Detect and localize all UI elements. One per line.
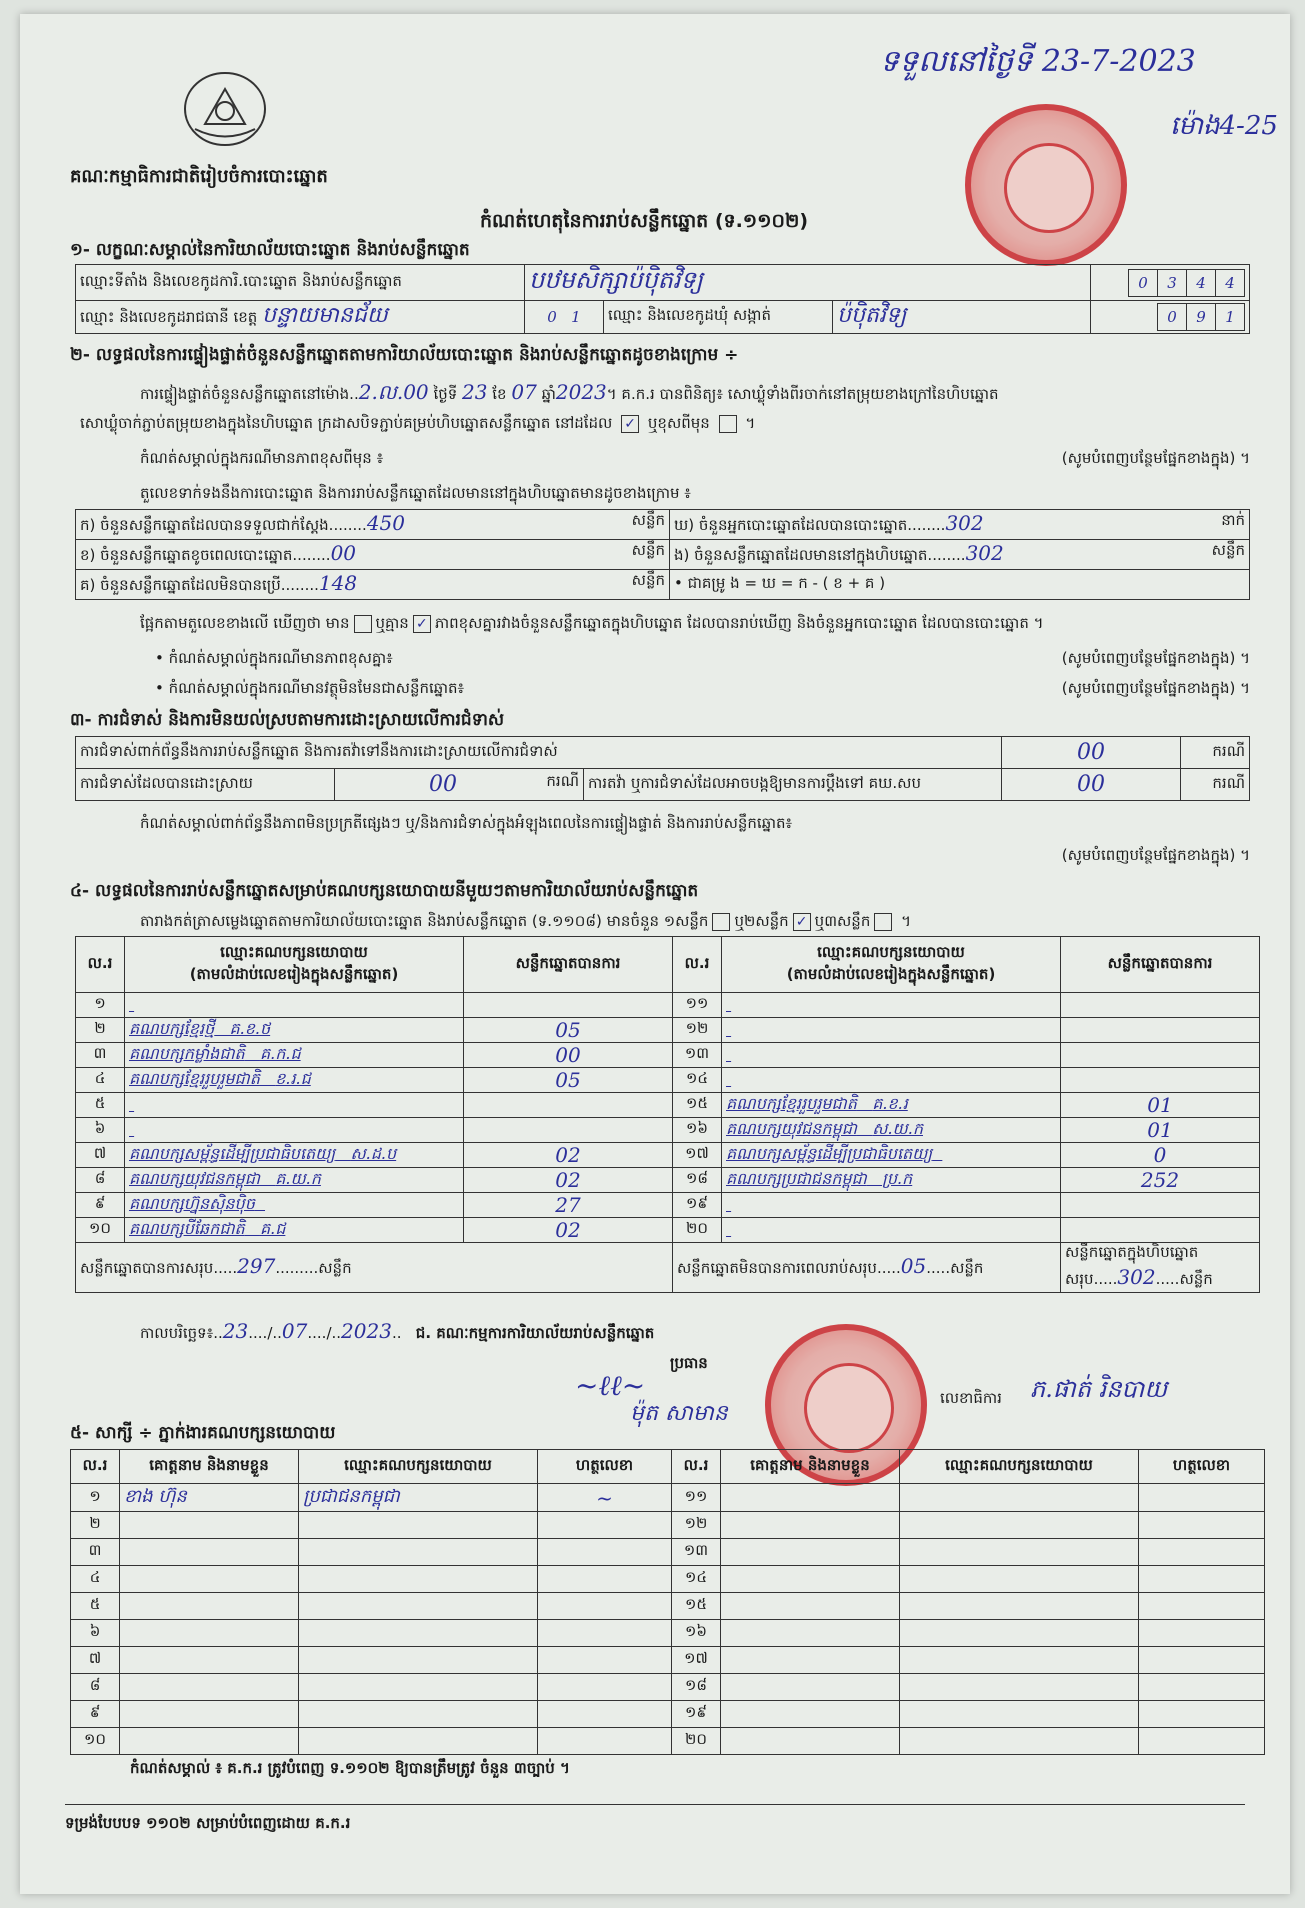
result-party	[722, 1042, 1061, 1067]
s3-row2-value: 00 ករណី	[335, 769, 584, 801]
witness-no: ៩	[71, 1701, 120, 1728]
result-no: ១៩	[673, 1192, 722, 1217]
witness-name	[120, 1674, 299, 1701]
section1-table	[75, 264, 1250, 334]
result-votes: 252	[1061, 1167, 1260, 1192]
result-votes: 05	[464, 1017, 673, 1042]
s2-bullet2: • កំណត់សម្គាល់ក្នុងករណីមានវត្ថុមិនមែនជាសន្លឹកឆ្នោត៖ (សូមបំពេញបន្ថែមផ្នែកខាងក្នុង) ។	[155, 679, 1250, 697]
result-no: ១៣	[673, 1042, 722, 1067]
commune-value: ប៉ប៉ិតវិទ្យ	[833, 301, 1091, 334]
result-party	[722, 1017, 1061, 1042]
witness-row	[71, 1647, 1265, 1674]
s2-note-line: កំណត់សម្គាល់ក្នុងករណីមានភាពខុសពីមុន ៖ (សូមបំពេញបន្ថែមផ្នែកខាងក្នុង) ។	[140, 449, 1250, 467]
s4-date: កាលបរិច្ឆេទ៖..23..../..07..../..2023.. ជ. គណៈកម្មការការិយាល័យរាប់សន្លឹកឆ្នោត	[140, 1319, 655, 1343]
result-votes	[1061, 1042, 1260, 1067]
s2-line2: សោឃ្លុំចាក់ភ្ជាប់តម្រុយខាងក្នុងនៃហិបឆ្នោត ក្រដាសបិទភ្ជាប់គម្រប់ហិបឆ្នោតសន្លឹកឆ្នោត នៅដដែល ✓ ឬខុសពីមុន ។	[80, 414, 756, 432]
result-votes	[1061, 1192, 1260, 1217]
s3-row1-label: ការជំទាស់ពាក់ព័ន្ធនឹងការរាប់សន្លឹកឆ្នោត និងការតវ៉ាទៅនឹងការដោះស្រាយលើការជំទាស់	[76, 737, 1002, 769]
s3-note: កំណត់សម្គាល់ពាក់ព័ន្ធនឹងភាពមិនប្រក្រតីផ្សេងៗ ឬ/និងការជំទាស់ក្នុងអំឡុងពេលនៃការផ្ទៀងផ្ទាត់ និងការរាប់សន្លឹកឆ្នោត៖	[140, 814, 793, 832]
place-value: បឋមសិក្សាប៉ប៉ិតវិទ្យ	[525, 265, 1091, 301]
result-row	[76, 1117, 1260, 1142]
s3-row2b-label: ការតវ៉ា ឬការជំទាស់ដែលអាចបង្កឱ្យមានការប្ដឹងទៅ គឃ.សប	[584, 769, 1002, 801]
witness-party	[299, 1647, 538, 1674]
witness-row	[71, 1674, 1265, 1701]
total-invalid: សន្លឹកឆ្នោតមិនបានការពេលរាប់សរុប.....05.....សន្លឹក	[673, 1242, 1061, 1292]
witness-no: ១៨	[672, 1674, 721, 1701]
witness-name	[721, 1647, 900, 1674]
same-checkbox[interactable]: ✓	[621, 415, 639, 433]
witness-row	[71, 1728, 1265, 1755]
section2-title: ២- លទ្ធផលនៃការផ្ទៀងផ្ទាត់ចំនួនសន្លឹកឆ្នោតតាមការិយាល័យបោះឆ្នោត និងរាប់សន្លឹកឆ្នោតដូចខាងក្រោម ÷	[70, 345, 739, 365]
witness-party	[900, 1566, 1139, 1593]
result-votes	[1061, 1067, 1260, 1092]
witness-name	[120, 1728, 299, 1755]
witness-party	[900, 1701, 1139, 1728]
witness-signature	[1139, 1647, 1265, 1674]
witness-name	[721, 1484, 900, 1512]
result-no: ១៧	[673, 1142, 722, 1167]
witness-row	[71, 1539, 1265, 1566]
witness-party	[900, 1647, 1139, 1674]
result-votes	[464, 993, 673, 1018]
result-votes	[464, 1092, 673, 1117]
witness-party	[299, 1539, 538, 1566]
witness-signature	[538, 1566, 672, 1593]
result-no: ២០	[673, 1217, 722, 1242]
witness-name	[120, 1593, 299, 1620]
three-sheet-checkbox[interactable]	[874, 913, 892, 931]
witness-party	[900, 1484, 1139, 1512]
witness-row	[71, 1484, 1265, 1512]
result-party: គណបក្សសម្ព័ន្ធដើម្បីប្រជាធិបតេយ្យ	[722, 1142, 1061, 1167]
result-no: ៩	[76, 1192, 125, 1217]
s2-line1: ការផ្ទៀងផ្ទាត់ចំនួនសន្លឹកឆ្នោតនៅម៉ោង..2.ល.00 ថ្ងៃទី 23 ខែ 07 ឆ្នាំ2023។ គ.ក.រ បានពិនិត្យ៖ សោឃ្លុំទាំងពីរចាក់នៅតម្រុយខាងក្រៅនៃហិបឆ្នោត	[140, 380, 999, 404]
figures-row: ខ) ចំនួនសន្លឹកឆ្នោតខូចពេលបោះឆ្នោត........00 សន្លឹក ង) ចំនួនសន្លឹកឆ្នោតដែលមាននៅក្នុងហិបឆ្នោត........302 សន្លឹក	[76, 540, 1250, 570]
section5-title: ៥- សាក្សី ÷ ភ្នាក់ងារគណបក្សនយោបាយ	[70, 1423, 336, 1443]
witness-signature	[538, 1674, 672, 1701]
witness-no: ៨	[71, 1674, 120, 1701]
s4-results-table: ល.រ ឈ្មោះគណបក្សនយោបាយ (តាមលំដាប់លេខរៀងក្នុងសន្លឹកឆ្នោត) សន្លឹកឆ្នោតបានការ ល.រ ឈ្មោះគណបក្សនយោបាយ (តាមលំដាប់លេខរៀងក្នុងសន្លឹកឆ្នោត) សន្លឹកឆ្នោតបានការ ១ ១១ ២ គណបក្សខ្មែរថ្មី គ.ខ.ថ 05 ១២ ៣ គណបក្សកម្លាំងជាតិ គ.ក.ជ 00 ១៣ ៤ គណបក្សខ្មែររួបរួមជាតិ ខ.រ.ជ 05 ១៤ ៥ ១៥ គណបក្សខ្មែររួបរួមជាតិ គ.ខ.រ 01 ៦ ១៦ គណបក្សយុវជនកម្ពុជា ស.យ.ក 01 ៧ គណបក្សសម្ព័ន្ធដើម្បីប្រជាធិបតេយ្យ ស.ដ.ប 02 ១៧ គណបក្សសម្ព័ន្ធដើម្បីប្រជាធិបតេយ្យ 0 ៨ គណបក្សយុវជនកម្ពុជា គ.យ.ក 02 ១៨ គណបក្សប្រជាជនកម្ពុជា ប្រ.ក 252 ៩ គណបក្សហ្វ៊ុនស៊ិនប៉ិច 27 ១៩ ១០ គណបក្សបីឆែកជាតិ គ.ជ 02 ២០ សន្លឹកឆ្នោតបានការសរុប.....297.........សន្លឹក សន្លឹកឆ្នោតមិនបានការពេលរាប់សរុប.....05.....សន្លឹក សន្លឹកឆ្នោតក្នុងហិបឆ្នោតសរុប.....302.....សន្លឹក	[75, 936, 1260, 1293]
witness-signature	[1139, 1566, 1265, 1593]
result-votes	[1061, 993, 1260, 1018]
no-diff-checkbox[interactable]: ✓	[413, 615, 431, 633]
result-no: ១	[76, 993, 125, 1018]
s3-table: ការជំទាស់ពាក់ព័ន្ធនឹងការរាប់សន្លឹកឆ្នោត និងការតវ៉ាទៅនឹងការដោះស្រាយលើការជំទាស់ 00 ករណី ការជំទាស់ដែលបានដោះស្រាយ 00 ករណី ការតវ៉ា ឬការជំទាស់ដែលអាចបង្កឱ្យមានការប្ដឹងទៅ គឃ.សប 00 ករណី	[75, 736, 1250, 801]
witness-no: ២	[71, 1512, 120, 1539]
secretary-name: ភ.ផាត់ រិនបាយ	[1030, 1375, 1168, 1403]
has-diff-checkbox[interactable]	[354, 615, 372, 633]
witness-party	[299, 1512, 538, 1539]
witness-name	[120, 1539, 299, 1566]
result-no: ៥	[76, 1092, 125, 1117]
emblem-icon	[180, 69, 270, 149]
witness-signature	[1139, 1620, 1265, 1647]
received-note: ទទួលនៅថ្ងៃទី 23-7-2023	[880, 44, 1196, 79]
result-party: គណបក្សខ្មែររួបរួមជាតិ គ.ខ.រ	[722, 1092, 1061, 1117]
result-votes: 02	[464, 1167, 673, 1192]
result-party: គណបក្សខ្មែរថ្មី គ.ខ.ថ	[125, 1017, 464, 1042]
s3-row2b-value: 00	[1002, 769, 1181, 801]
witness-no: ១៧	[672, 1647, 721, 1674]
result-party	[125, 993, 464, 1018]
witness-name	[721, 1728, 900, 1755]
place-label: ឈ្មោះទីតាំង និងលេខកូដការិ.បោះឆ្នោត និងរាប់សន្លឹកឆ្នោត	[76, 265, 525, 301]
witness-party	[900, 1620, 1139, 1647]
result-party: គណបក្សកម្លាំងជាតិ គ.ក.ជ	[125, 1042, 464, 1067]
form-title: កំណត់ហេតុនៃការរាប់សន្លឹកឆ្នោត (ទ.១១០២)	[480, 210, 809, 232]
result-party: គណបក្សយុវជនកម្ពុជា គ.យ.ក	[125, 1167, 464, 1192]
witness-name	[721, 1566, 900, 1593]
witness-name	[721, 1620, 900, 1647]
witness-name	[721, 1593, 900, 1620]
result-party: គណបក្សយុវជនកម្ពុជា ស.យ.ក	[722, 1117, 1061, 1142]
result-no: ១៦	[673, 1117, 722, 1142]
result-votes: 02	[464, 1217, 673, 1242]
witness-no: ៦	[71, 1620, 120, 1647]
result-votes	[464, 1117, 673, 1142]
witness-party	[299, 1728, 538, 1755]
result-votes	[1061, 1017, 1260, 1042]
witness-name	[721, 1701, 900, 1728]
result-party: គណបក្សហ្វ៊ុនស៊ិនប៉ិច	[125, 1192, 464, 1217]
result-votes: 05	[464, 1067, 673, 1092]
result-row	[76, 993, 1260, 1018]
witness-no: ១២	[672, 1512, 721, 1539]
section4-title: ៤- លទ្ធផលនៃការរាប់សន្លឹកឆ្នោតសម្រាប់គណបក្សនយោបាយនីមួយៗតាមការិយាល័យរាប់សន្លឹកឆ្នោត	[70, 881, 699, 901]
witness-signature	[1139, 1728, 1265, 1755]
witness-no: ១៤	[672, 1566, 721, 1593]
witness-name	[120, 1566, 299, 1593]
witness-row	[71, 1593, 1265, 1620]
witness-party	[299, 1674, 538, 1701]
witness-signature	[538, 1593, 672, 1620]
section1-title: ១- លក្ខណៈសម្គាល់នៃការិយាល័យបោះឆ្នោត និងរាប់សន្លឹកឆ្នោត	[70, 240, 470, 260]
witness-signature	[538, 1512, 672, 1539]
result-row	[76, 1142, 1260, 1167]
result-party	[125, 1092, 464, 1117]
witness-row	[71, 1512, 1265, 1539]
result-row	[76, 1217, 1260, 1242]
witness-signature	[1139, 1701, 1265, 1728]
witness-name	[721, 1512, 900, 1539]
witness-no: ១	[71, 1484, 120, 1512]
result-no: ៨	[76, 1167, 125, 1192]
witness-signature	[538, 1620, 672, 1647]
witness-signature	[1139, 1593, 1265, 1620]
witness-no: ១០	[71, 1728, 120, 1755]
witness-no: ១៥	[672, 1593, 721, 1620]
result-party: គណបក្សសម្ព័ន្ធដើម្បីប្រជាធិបតេយ្យ ស.ដ.ប	[125, 1142, 464, 1167]
received-time: ម៉ោង4-25	[1170, 111, 1278, 141]
result-row	[76, 1167, 1260, 1192]
witness-no: ១៦	[672, 1620, 721, 1647]
witness-signature	[1139, 1484, 1265, 1512]
witness-party	[299, 1593, 538, 1620]
result-party: គណបក្សខ្មែររួបរួមជាតិ ខ.រ.ជ	[125, 1067, 464, 1092]
one-sheet-checkbox[interactable]	[712, 913, 730, 931]
footer-divider	[65, 1804, 1245, 1805]
result-no: ៤	[76, 1067, 125, 1092]
total-box: សន្លឹកឆ្នោតក្នុងហិបឆ្នោតសរុប.....302.....សន្លឹក	[1061, 1242, 1260, 1292]
president-signature: ~ℓℓ~	[575, 1369, 646, 1402]
result-no: ១០	[76, 1217, 125, 1242]
witness-signature	[1139, 1512, 1265, 1539]
witness-party	[900, 1674, 1139, 1701]
president-label: ប្រធាន	[670, 1354, 708, 1372]
result-votes: 27	[464, 1192, 673, 1217]
result-no: ១៥	[673, 1092, 722, 1117]
result-row	[76, 1042, 1260, 1067]
witness-no: ៧	[71, 1647, 120, 1674]
s2-compare-line: ផ្អែកតាមតួលេខខាងលើ ឃើញថា មាន ឬគ្មាន ✓ ភាពខុសគ្នារវាងចំនួនសន្លឹកឆ្នោតក្នុងហិបឆ្នោត ដែលបានរាប់ឃើញ និងចំនួនអ្នកបោះឆ្នោត ដែលបានបោះឆ្នោត ។	[140, 614, 1044, 632]
result-votes: 02	[464, 1142, 673, 1167]
s5-footnote: កំណត់សម្គាល់ ៖ គ.ក.រ ត្រូវបំពេញ ទ.១១០២ ឱ្យបានត្រឹមត្រូវ ចំនួន ៣ច្បាប់ ។	[130, 1759, 570, 1777]
section3-title: ៣- ការជំទាស់ និងការមិនយល់ស្របតាមការដោះស្រាយលើការជំទាស់	[70, 710, 505, 730]
commune-label: ឈ្មោះ និងលេខកូដឃុំ សង្កាត់	[604, 301, 833, 334]
result-row	[76, 1092, 1260, 1117]
commune-code: 0 9 1	[1091, 301, 1250, 334]
different-checkbox[interactable]	[719, 415, 737, 433]
witness-name	[120, 1620, 299, 1647]
witness-name	[120, 1701, 299, 1728]
witness-row	[71, 1701, 1265, 1728]
witness-name	[721, 1674, 900, 1701]
document-page: គណៈកម្មាធិការជាតិរៀបចំការបោះឆ្នោត ទទួលនៅថ្ងៃទី 23-7-2023 ម៉ោង4-25 កំណត់ហេតុនៃការរាប់សន្លឹកឆ្នោត (ទ.១១០២) ១- លក្ខណៈសម្គាល់នៃការិយាល័យបោះឆ្នោត និងរាប់សន្លឹកឆ្នោត ឈ្មោះទីតាំង និងលេខកូដការិ.បោះឆ្នោត និងរាប់សន្លឹកឆ្នោត បឋមសិក្សាប៉ប៉ិតវិទ្យ 0 3 4 4 ឈ្មោះ និងលេខកូដរាជធានី ខេត្ត បន្ទាយមានជ័យ 0 1 ឈ្មោះ និងលេខកូដឃុំ សង្កាត់ ប៉ប៉ិតវិទ្យ 0 9 1 ២- លទ្ធផលនៃការផ្ទៀងផ្ទាត់ចំនួនសន្លឹកឆ្នោតតាមការិយាល័យបោះឆ្នោត និងរាប់សន្លឹកឆ្នោតដូចខាងក្រោម ÷ ការផ្ទៀងផ្ទាត់ចំនួនសន្លឹកឆ្នោតនៅម៉ោង..2.ល.00 ថ្ងៃទី 23 ខែ 07 ឆ្នាំ2023។ គ.ក.រ បានពិនិត្យ៖ សោឃ្លុំទាំងពីរចាក់នៅតម្រុយខាងក្រៅនៃហិបឆ្នោត សោឃ្លុំចាក់ភ្ជាប់តម្រុយខាងក្នុងនៃហិបឆ្នោត ក្រដាសបិទភ្ជាប់គម្រប់ហិបឆ្នោតសន្លឹកឆ្នោត នៅដដែល ✓ ឬខុសពីមុន ។ កំណត់សម្គាល់ក្នុងករណីមានភាពខុសពីមុន ៖ (សូមបំពេញបន្ថែមផ្នែកខាងក្នុង) ។ តួលេខទាក់ទងនឹងការបោះឆ្នោត និងការរាប់សន្លឹកឆ្នោតដែលមាននៅក្នុងហិបឆ្នោតមានដូចខាងក្រោម ៖ ក) ចំនួនសន្លឹកឆ្នោតដែលបានទទួលជាក់ស្ដែង........450 សន្លឹក ឃ) ចំនួនអ្នកបោះឆ្នោតដែលបានបោះឆ្នោត........302 នាក់ ខ) ចំនួនសន្លឹកឆ្នោតខូចពេលបោះឆ្នោត........00 សន្លឹក ង) ចំនួនសន្លឹកឆ្នោតដែលមាននៅក្នុងហិបឆ្នោត........302 សន្លឹក គ) ចំនួនសន្លឹកឆ្នោតដែលមិនបានប្រើ........148 សន្លឹក • ជាគម្រូ ង = ឃ = ក - ( ខ + គ ) ផ្អែកតាមតួលេខខាងលើ ឃើញថា មាន ឬគ្មាន ✓ ភាពខុសគ្នារវាងចំនួនសន្លឹកឆ្នោតក្នុងហិបឆ្នោត ដែលបានរាប់ឃើញ និងចំនួនអ្នកបោះឆ្នោត ដែលបានបោះឆ្នោត ។ • កំណត់សម្គាល់ក្នុងករណីមានភាពខុសគ្នា៖ (សូមបំពេញបន្ថែមផ្នែកខាងក្នុង) ។ • កំណត់សម្គាល់ក្នុងករណីមានវត្ថុមិនមែនជាសន្លឹកឆ្នោត៖ (សូមបំពេញបន្ថែមផ្នែកខាងក្នុង) ។ ៣- ការជំទាស់ និងការមិនយល់ស្របតាមការដោះស្រាយលើការជំទាស់ ការជំទាស់ពាក់ព័ន្ធនឹងការរាប់សន្លឹកឆ្នោត និងការតវ៉ាទៅនឹងការដោះស្រាយលើការជំទាស់ 00 ករណី ការជំទាស់ដែលបានដោះស្រាយ 00 ករណី ការតវ៉ា ឬការជំទាស់ដែលអាចបង្កឱ្យមានការប្ដឹងទៅ គឃ.សប 00 ករណី កំណត់សម្គាល់ពាក់ព័ន្ធនឹងភាពមិនប្រក្រតីផ្សេងៗ ឬ/និងការជំទាស់ក្នុងអំឡុងពេលនៃការផ្ទៀងផ្ទាត់ និងការរាប់សន្លឹកឆ្នោត៖ (សូមបំពេញបន្ថែមផ្នែកខាងក្នុង) ។ ៤- លទ្ធផលនៃការរាប់សន្លឹកឆ្នោតសម្រាប់គណបក្សនយោបាយនីមួយៗតាមការិយាល័យរាប់សន្លឹកឆ្នោត តារាងកត់ត្រាសម្លេងឆ្នោតតាមការិយាល័យបោះឆ្នោត និងរាប់សន្លឹកឆ្នោត (ទ.១១០៨) មានចំនួន ១សន្លឹក ឬ២សន្លឹក ✓ ឬ៣សន្លឹក ។ ល.រ ឈ្មោះគណបក្សនយោបាយ (តាមលំដាប់លេខរៀងក្នុងសន្លឹកឆ្នោត) សន្លឹកឆ្នោតបានការ ល.រ ឈ្មោះគណបក្សនយោបាយ (តាមលំដាប់លេខរៀងក្នុងសន្លឹកឆ្នោត) សន្លឹកឆ្នោតបានការ ១ ១១ ២ គណបក្សខ្មែរថ្មី គ.ខ.ថ 05 ១២ ៣ គណបក្សកម្លាំងជាតិ គ.ក.ជ 00 ១៣ ៤ គណបក្សខ្មែររួបរួមជាតិ ខ.រ.ជ 05 ១៤ ៥ ១៥ គណបក្សខ្មែររួបរួមជាតិ គ.ខ.រ 01 ៦ ១៦ គណបក្សយុវជនកម្ពុជា ស.យ.ក 01 ៧ គណបក្សសម្ព័ន្ធដើម្បីប្រជាធិបតេយ្យ ស.ដ.ប 02 ១៧ គណបក្សសម្ព័ន្ធដើម្បីប្រជាធិបតេយ្យ 0 ៨ គណបក្សយុវជនកម្ពុជា គ.យ.ក 02 ១៨ គណបក្សប្រជាជនកម្ពុជា ប្រ.ក 252 ៩ គណបក្សហ្វ៊ុនស៊ិនប៉ិច 27 ១៩ ១០ គណបក្សបីឆែកជាតិ គ.ជ 02 ២០ សន្លឹកឆ្នោតបានការសរុប.....297.........សន្លឹក សន្លឹកឆ្នោតមិនបានការពេលរាប់សរុប.....05.....សន្លឹក សន្លឹកឆ្នោតក្នុងហិបឆ្នោតសរុប.....302.....សន្លឹក កាលបរិច្ឆេទ៖..23..../..07..../..2023.. ជ. គណៈកម្មការការិយាល័យរាប់សន្លឹកឆ្នោត ប្រធាន ~ℓℓ~ ម៉ុត សាមាន លេខាធិការ ភ.ផាត់ រិនបាយ ៥- សាក្សី ÷ ភ្នាក់ងារគណបក្សនយោបាយ ល.រ គោត្តនាម និងនាមខ្លួន ឈ្មោះគណបក្សនយោបាយ ហត្ថលេខា ល.រ គោត្តនាម និងនាមខ្លួន ឈ្មោះគណបក្សនយោបាយ ហត្ថលេខា ១ ខាង ហ៊ុន ប្រជាជនកម្ពុជា ~ ១១ ២ ១២ ៣ ១៣ ៤ ១៤ ៥ ១៥ ៦ ១៦ ៧ ១៧ ៨ ១៨ ៩ ១៩ ១០ ២០ កំណត់សម្គាល់ ៖ គ.ក.រ ត្រូវបំពេញ ទ.១១០២ ឱ្យបានត្រឹមត្រូវ ចំនួន ៣ច្បាប់ ។ ទម្រង់បែបបទ ១១០២ សម្រាប់បំពេញដោយ គ.ក.រ	[20, 14, 1290, 1894]
result-party	[722, 993, 1061, 1018]
witness-no: ១៩	[672, 1701, 721, 1728]
witness-signature	[1139, 1674, 1265, 1701]
figures-row: គ) ចំនួនសន្លឹកឆ្នោតដែលមិនបានប្រើ........148 សន្លឹក • ជាគម្រូ ង = ឃ = ក - ( ខ + គ )	[76, 570, 1250, 600]
result-votes: 00	[464, 1042, 673, 1067]
witness-no: ៥	[71, 1593, 120, 1620]
witness-no: ១៣	[672, 1539, 721, 1566]
committee-name: គណៈកម្មាធិការជាតិរៀបចំការបោះឆ្នោត	[70, 166, 328, 187]
witness-name	[721, 1539, 900, 1566]
witness-party	[299, 1620, 538, 1647]
result-party: គណបក្សបីឆែកជាតិ គ.ជ	[125, 1217, 464, 1242]
province-code: 0 1	[525, 301, 604, 334]
s2-figures-table	[75, 509, 1250, 600]
s3-row1-value: 00	[1002, 737, 1181, 769]
result-no: ៦	[76, 1117, 125, 1142]
s5-witness-table: ល.រ គោត្តនាម និងនាមខ្លួន ឈ្មោះគណបក្សនយោបាយ ហត្ថលេខា ល.រ គោត្តនាម និងនាមខ្លួន ឈ្មោះគណបក្សនយោបាយ ហត្ថលេខា ១ ខាង ហ៊ុន ប្រជាជនកម្ពុជា ~ ១១ ២ ១២ ៣ ១៣ ៤ ១៤ ៥ ១៥ ៦ ១៦ ៧ ១៧ ៨ ១៨ ៩ ១៩ ១០ ២០	[70, 1449, 1265, 1755]
result-votes: 0	[1061, 1142, 1260, 1167]
witness-row	[71, 1566, 1265, 1593]
result-votes: 01	[1061, 1092, 1260, 1117]
witness-signature	[538, 1539, 672, 1566]
form-footer: ទម្រង់បែបបទ ១១០២ សម្រាប់បំពេញដោយ គ.ក.រ	[65, 1814, 351, 1832]
witness-signature: ~	[538, 1484, 672, 1512]
witness-party	[900, 1728, 1139, 1755]
result-row	[76, 1067, 1260, 1092]
witness-signature	[538, 1647, 672, 1674]
witness-no: ៣	[71, 1539, 120, 1566]
witness-name	[120, 1512, 299, 1539]
witness-party	[900, 1539, 1139, 1566]
result-party	[125, 1117, 464, 1142]
result-no: ៧	[76, 1142, 125, 1167]
result-party	[722, 1067, 1061, 1092]
result-no: ២	[76, 1017, 125, 1042]
result-no: ១១	[673, 993, 722, 1018]
result-no: ១៨	[673, 1167, 722, 1192]
s3-row2-label: ការជំទាស់ដែលបានដោះស្រាយ	[76, 769, 335, 801]
total-valid: សន្លឹកឆ្នោតបានការសរុប.....297.........សន្លឹក	[76, 1242, 673, 1292]
official-stamp-top	[965, 104, 1127, 266]
witness-party	[900, 1593, 1139, 1620]
witness-no: ៤	[71, 1566, 120, 1593]
witness-party	[900, 1512, 1139, 1539]
result-party: គណបក្សប្រជាជនកម្ពុជា ប្រ.ក	[722, 1167, 1061, 1192]
secretary-label: លេខាធិការ	[940, 1389, 1002, 1407]
result-no: ១២	[673, 1017, 722, 1042]
witness-name	[120, 1647, 299, 1674]
result-party	[722, 1192, 1061, 1217]
s2-data-header: តួលេខទាក់ទងនឹងការបោះឆ្នោត និងការរាប់សន្លឹកឆ្នោតដែលមាននៅក្នុងហិបឆ្នោតមានដូចខាងក្រោម ៖	[140, 484, 691, 502]
witness-signature	[538, 1701, 672, 1728]
place-code: 0 3 4 4	[1091, 265, 1250, 301]
witness-party: ប្រជាជនកម្ពុជា	[299, 1484, 538, 1512]
president-name: ម៉ុត សាមាន	[630, 1401, 728, 1426]
witness-party	[299, 1701, 538, 1728]
result-no: ៣	[76, 1042, 125, 1067]
witness-no: ២០	[672, 1728, 721, 1755]
witness-party	[299, 1566, 538, 1593]
witness-no: ១១	[672, 1484, 721, 1512]
figures-row: ក) ចំនួនសន្លឹកឆ្នោតដែលបានទទួលជាក់ស្ដែង........450 សន្លឹក ឃ) ចំនួនអ្នកបោះឆ្នោតដែលបានបោះឆ្នោត........302 នាក់	[76, 510, 1250, 540]
s2-bullet1: • កំណត់សម្គាល់ក្នុងករណីមានភាពខុសគ្នា៖ (សូមបំពេញបន្ថែមផ្នែកខាងក្នុង) ។	[155, 649, 1250, 667]
result-party	[722, 1217, 1061, 1242]
s4-intro: តារាងកត់ត្រាសម្លេងឆ្នោតតាមការិយាល័យបោះឆ្នោត និងរាប់សន្លឹកឆ្នោត (ទ.១១០៨) មានចំនួន ១សន្លឹក ឬ២សន្លឹក ✓ ឬ៣សន្លឹក ។	[140, 912, 911, 930]
province-label: ឈ្មោះ និងលេខកូដរាជធានី ខេត្ត បន្ទាយមានជ័យ	[76, 301, 525, 334]
two-sheet-checkbox[interactable]: ✓	[793, 913, 811, 931]
result-votes	[1061, 1217, 1260, 1242]
result-votes: 01	[1061, 1117, 1260, 1142]
witness-signature	[538, 1728, 672, 1755]
witness-row	[71, 1620, 1265, 1647]
result-no: ១៤	[673, 1067, 722, 1092]
result-row	[76, 1017, 1260, 1042]
result-row	[76, 1192, 1260, 1217]
witness-signature	[1139, 1539, 1265, 1566]
witness-name: ខាង ហ៊ុន	[120, 1484, 299, 1512]
